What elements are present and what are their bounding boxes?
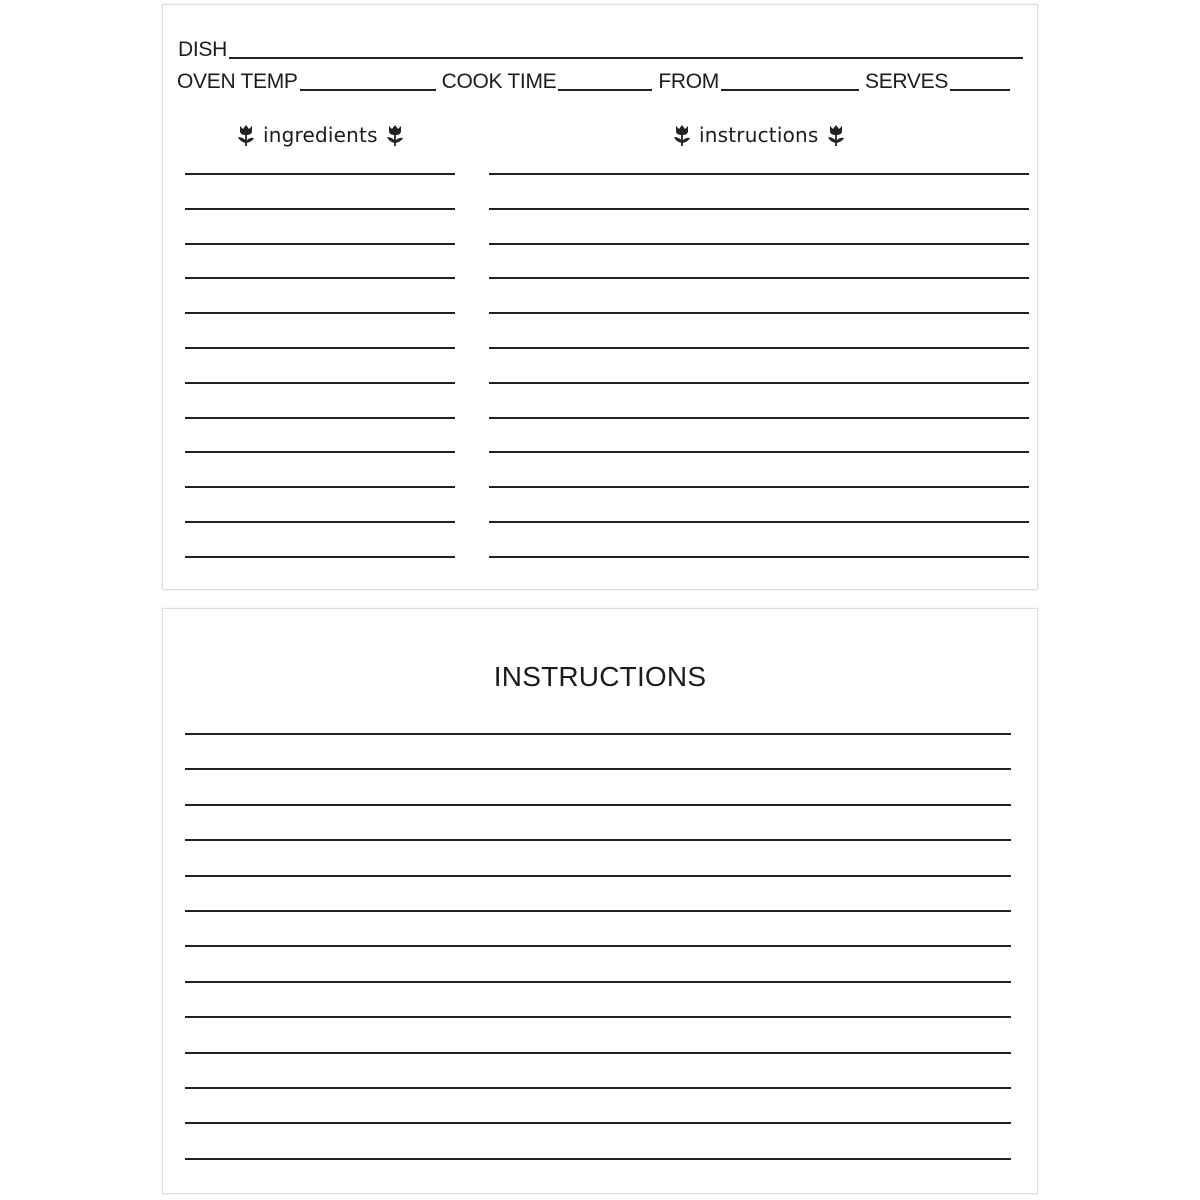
writing-line[interactable] (185, 733, 1011, 735)
writing-line[interactable] (185, 208, 455, 210)
tulip-icon (671, 123, 693, 147)
oven-temp-line[interactable] (300, 89, 436, 91)
writing-line[interactable] (489, 486, 1029, 488)
writing-line[interactable] (185, 1052, 1011, 1054)
writing-line[interactable] (489, 521, 1029, 523)
recipe-card-back (162, 608, 1038, 1194)
writing-line[interactable] (185, 521, 455, 523)
writing-line[interactable] (185, 277, 455, 279)
writing-line[interactable] (489, 243, 1029, 245)
back-card-title: INSTRUCTIONS (493, 661, 707, 692)
dish-field (178, 39, 1023, 60)
instructions-heading (671, 123, 847, 147)
instructions-lines (489, 173, 1029, 563)
writing-line[interactable] (489, 347, 1029, 349)
dish-line[interactable] (229, 57, 1023, 59)
dish-label: DISH (178, 38, 227, 61)
writing-line[interactable] (185, 382, 455, 384)
writing-line[interactable] (185, 839, 1011, 841)
writing-line[interactable] (185, 347, 455, 349)
writing-line[interactable] (185, 945, 1011, 947)
from-label: FROM (658, 70, 719, 93)
writing-line[interactable] (185, 981, 1011, 983)
writing-line[interactable] (185, 910, 1011, 912)
writing-line[interactable] (489, 382, 1029, 384)
ingredients-heading-text: ingredients (263, 123, 378, 147)
writing-line[interactable] (185, 486, 455, 488)
recipe-meta-row (177, 71, 1023, 92)
writing-line[interactable] (489, 556, 1029, 558)
serves-line[interactable] (950, 89, 1010, 91)
writing-line[interactable] (489, 312, 1029, 314)
from-line[interactable] (721, 89, 859, 91)
tulip-icon (825, 123, 847, 147)
writing-line[interactable] (185, 1016, 1011, 1018)
writing-line[interactable] (489, 417, 1029, 419)
writing-line[interactable] (489, 208, 1029, 210)
writing-line[interactable] (185, 1122, 1011, 1124)
writing-line[interactable] (185, 417, 455, 419)
recipe-card-front (162, 4, 1038, 590)
instructions-heading-text: instructions (699, 123, 819, 147)
serves-label: SERVES (865, 70, 949, 93)
writing-line[interactable] (489, 277, 1029, 279)
ingredients-lines (185, 173, 455, 563)
writing-line[interactable] (185, 243, 455, 245)
writing-line[interactable] (185, 768, 1011, 770)
writing-line[interactable] (489, 173, 1029, 175)
writing-line[interactable] (185, 312, 455, 314)
writing-line[interactable] (185, 875, 1011, 877)
writing-line[interactable] (185, 173, 455, 175)
tulip-icon (384, 123, 406, 147)
writing-line[interactable] (185, 451, 455, 453)
tulip-icon (235, 123, 257, 147)
oven-temp-label: OVEN TEMP (177, 70, 298, 93)
writing-line[interactable] (185, 1087, 1011, 1089)
cook-time-label: COOK TIME (441, 70, 557, 93)
ingredients-heading (235, 123, 406, 147)
writing-line[interactable] (185, 804, 1011, 806)
back-instructions-lines (185, 733, 1011, 1163)
writing-line[interactable] (185, 556, 455, 558)
writing-line[interactable] (489, 451, 1029, 453)
cook-time-line[interactable] (558, 89, 652, 91)
writing-line[interactable] (185, 1158, 1011, 1160)
